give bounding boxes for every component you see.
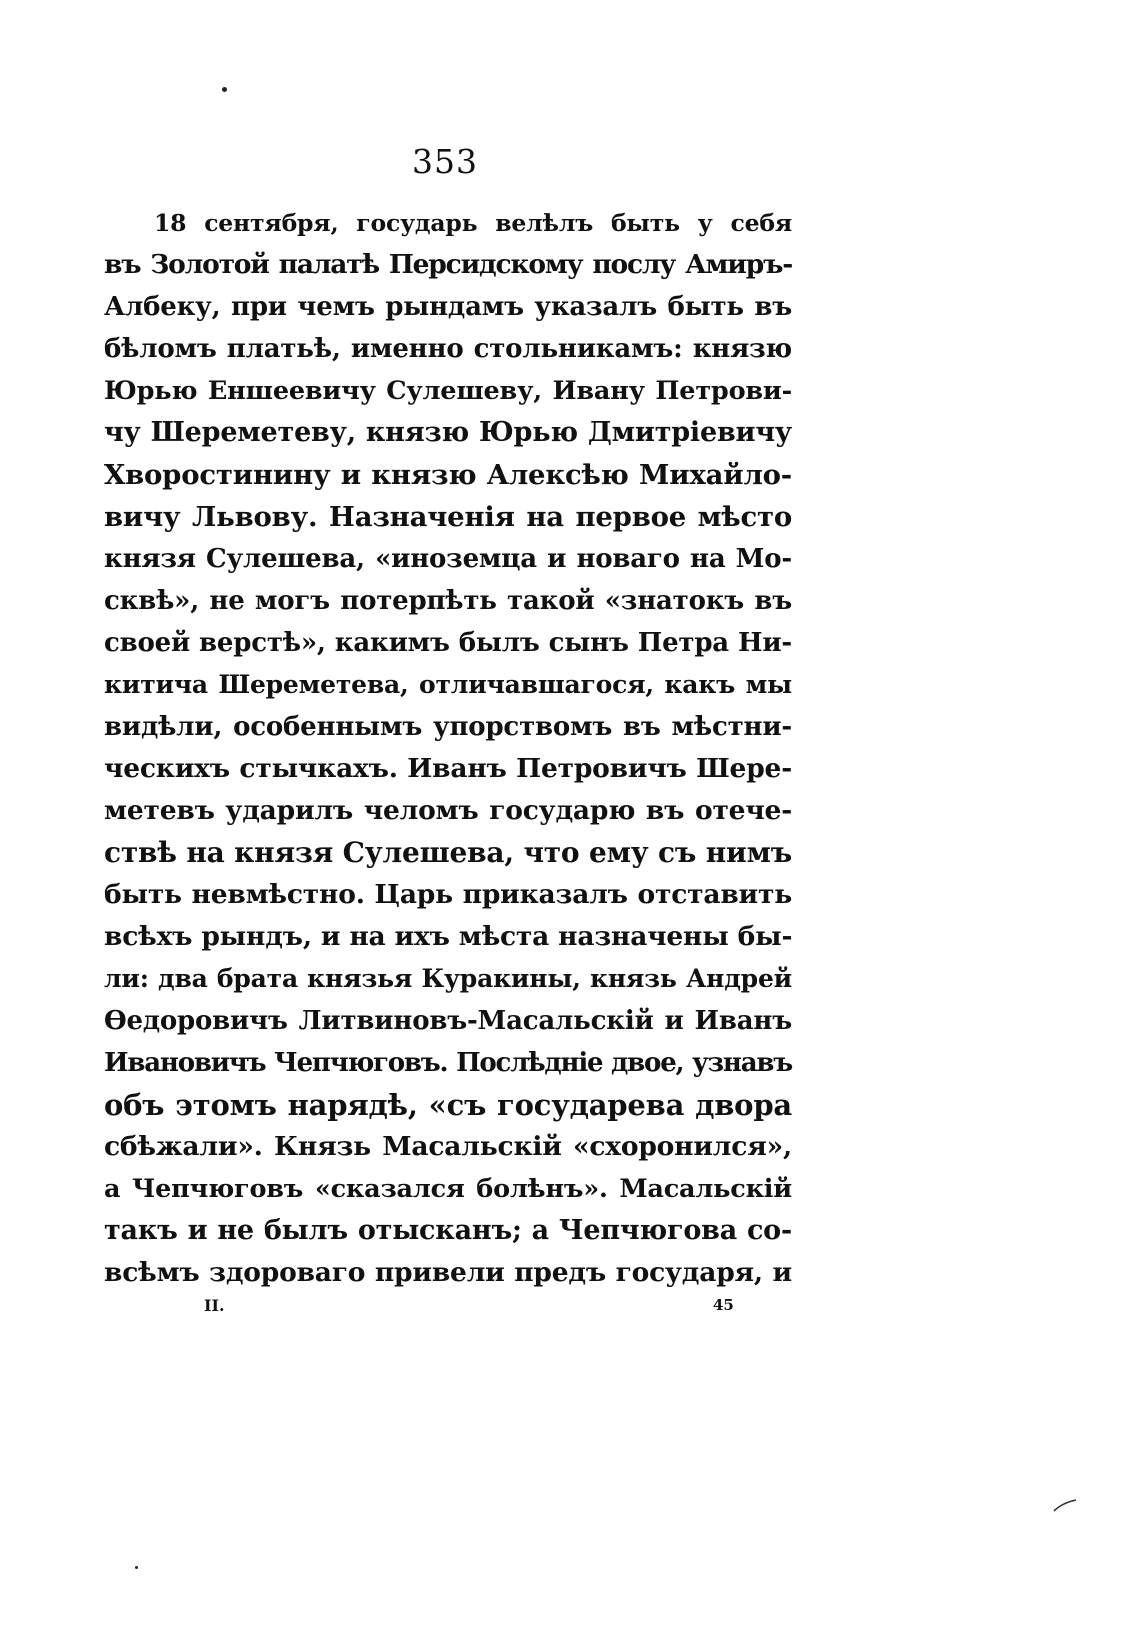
text-line: всѣмъ здороваго привели предъ государя, и [104,1257,792,1288]
text-line: князя Сулешева, «иноземца и новаго на Мо- [104,544,792,574]
text-line: видѣли, особеннымъ упорствомъ въ мѣстни- [104,712,792,742]
text-line: Хворостинину и князю Алексѣю Михайло- [104,459,792,491]
text-line: метевъ ударилъ челомъ государю въ отече- [104,795,792,826]
text-line: своей верстѣ», какимъ былъ сынъ Петра Ни- [104,628,792,658]
footer-sheet-number: 45 [713,1296,734,1314]
text-line: ствѣ на князя Сулешева, что ему съ нимъ [104,836,792,869]
text-line: чу Шереметеву, князю Юрью Дмитріевичу [104,417,792,448]
page-number: 353 [412,142,478,181]
text-line: вичу Львову. Назначенія на первое мѣсто [104,501,792,533]
pencil-mark [1052,1497,1078,1513]
text-line: китича Шереметева, отличавшагося, какъ мы [104,670,792,699]
text-line: сбѣжали». Князь Масальскій «схоронился», [104,1131,792,1162]
text-line: въ Золотой палатѣ Персидскому послу Амиръ- [104,249,792,280]
text-line: Албеку, при чемъ рындамъ указалъ быть въ [104,292,792,322]
text-line: такъ и не былъ отысканъ; а Чепчюгова со- [104,1215,792,1246]
text-line: быть невмѣстно. Царь приказалъ отставить [104,879,792,910]
footer-signature-mark: II. [204,1296,225,1315]
text-line: ческихъ стычкахъ. Иванъ Петровичъ Шере- [104,753,792,784]
text-line: сквѣ», не могъ потерпѣть такой «знатокъ въ [104,586,792,616]
text-line: Юрью Еншеевичу Сулешеву, Ивану Петрови- [104,376,792,406]
body-text [104,202,792,1294]
text-line: бѣломъ платьѣ, именно стольникамъ: князю [104,334,792,364]
text-line: а Чепчюговъ «сказался болѣнъ». Масальскій [104,1174,792,1204]
ink-speck [135,1566,138,1569]
text-line: Ѳедоровичъ Литвиновъ-Масальскій и Иванъ [104,1006,792,1036]
text-line: всѣхъ рындъ, и на ихъ мѣста назначены бы- [104,921,793,952]
text-line: Ивановичъ Чепчюговъ. Послѣдніе двое, узнавъ [104,1048,792,1078]
text-line: объ этомъ нарядѣ, «съ государева двора [104,1088,792,1122]
text-line: ли: два брата князья Куракины, князь Андрей [104,964,792,993]
text-line: 18 сентября, государь велѣлъ быть у себя [154,209,792,237]
ink-speck [222,87,227,92]
